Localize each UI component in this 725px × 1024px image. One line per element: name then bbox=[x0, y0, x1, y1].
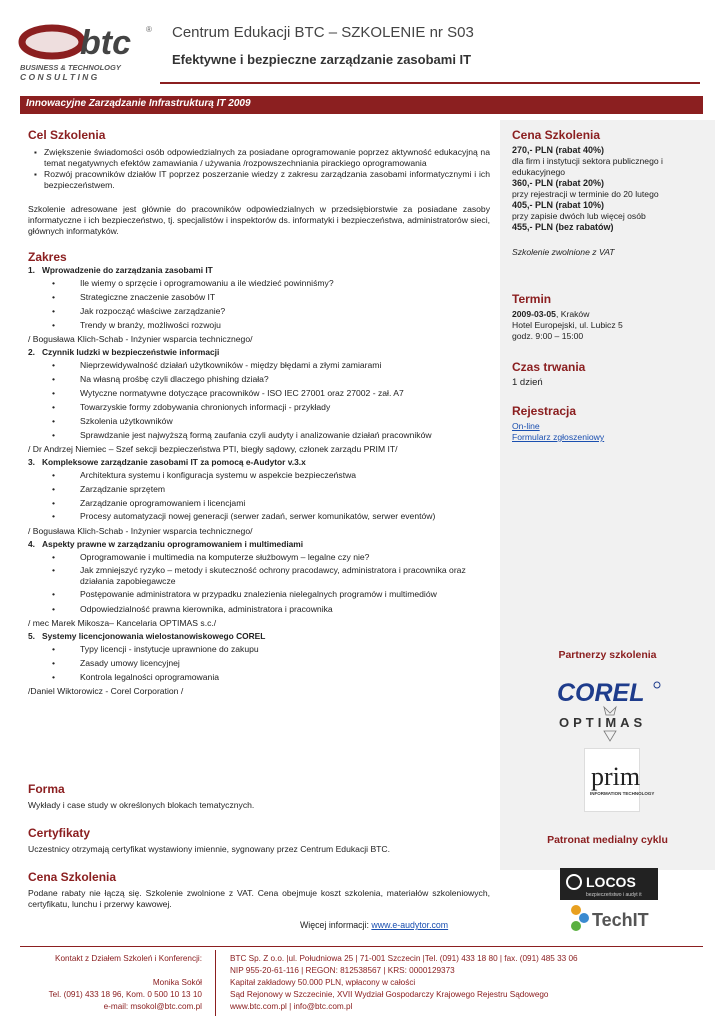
cena-info-text: Podane rabaty nie łączą się. Szkolenie zwolnione z VAT. Cena obejmuje koszt szkolenia, materiałów szkoleniowych, certyfikatu, lunchu i przerwy kawowej. bbox=[28, 888, 490, 909]
online-link[interactable]: On-line bbox=[512, 421, 540, 431]
svg-text:®: ® bbox=[146, 25, 152, 34]
header-divider bbox=[160, 82, 700, 84]
termin-section bbox=[512, 292, 707, 342]
module-items bbox=[70, 642, 490, 684]
cel-item: ▪ Rozwój pracowników działów IT poprzez poszerzanie wiedzy z zakresu zarządzania zasobami informatycznymi i ich bezpieczeństwem. bbox=[34, 169, 490, 191]
footer-line bbox=[20, 965, 202, 977]
footer-line: e-mail: msokol@btc.com.pl bbox=[103, 1002, 202, 1011]
list-item: • Strategiczne znaczenie zasobów IT bbox=[70, 290, 490, 304]
price-note: przy rejestracji w terminie do 20 lutego bbox=[512, 189, 659, 199]
footer-line: NIP 955-20-61-116 | REGON: 812538567 | KRS: 0000129373 bbox=[230, 966, 455, 975]
techit-logo-text: TechIT bbox=[592, 910, 649, 930]
footer-line: Kontakt z Działem Szkoleń i Konferencji: bbox=[55, 954, 202, 963]
forma-heading: Forma bbox=[28, 782, 65, 796]
more-info-label: Więcej informacji: bbox=[300, 920, 372, 930]
module-author: /Daniel Wiktorowicz - Corel Corporation / bbox=[28, 686, 184, 696]
module-title bbox=[28, 631, 490, 642]
list-item: • Postępowanie administratora w przypadku znalezienia nielegalnych programów i multimediów bbox=[70, 589, 490, 600]
logo-sub1: BUSINESS & TECHNOLOGY bbox=[20, 63, 121, 72]
footer-line: www.btc.com.pl | info@btc.com.pl bbox=[230, 1002, 353, 1011]
termin-city: , Kraków bbox=[555, 309, 590, 319]
zakres-heading: Zakres bbox=[28, 250, 67, 264]
zakres-section bbox=[28, 250, 490, 698]
patronat-heading: Patronat medialny cyklu bbox=[547, 834, 668, 846]
certyfikaty-section bbox=[28, 826, 490, 855]
price-value: 270,- PLN (rabat 40%) bbox=[512, 145, 605, 155]
locos-logo bbox=[560, 868, 658, 900]
list-item: • Procesy automatyzacji nowej generacji (serwer zadań, serwer komunikatów, serwer eventów) bbox=[70, 511, 490, 522]
left-column bbox=[28, 128, 490, 698]
list-item: • Trendy w branży, możliwości rozwoju bbox=[70, 318, 490, 332]
module-title bbox=[28, 347, 490, 358]
logo-sub2: C O N S U L T I N G bbox=[20, 72, 98, 82]
termin-place: Hotel Europejski, ul. Lubicz 5 bbox=[512, 320, 623, 330]
price-value: 405,- PLN (rabat 10%) bbox=[512, 200, 605, 210]
module-title-text: Aspekty prawne w zarządzaniu oprogramowaniem i multimediami bbox=[42, 539, 304, 549]
cel-list bbox=[28, 147, 490, 191]
module-author: / mec Marek Mikosza– Kancelaria OPTIMAS s.c./ bbox=[28, 618, 217, 628]
list-item: • Jak rozpocząć właściwe zarządzanie? bbox=[70, 304, 490, 318]
module-items bbox=[70, 550, 490, 616]
list-item: • Oprogramowanie i multimedia na komputerze służbowym – legalne czy nie? bbox=[70, 550, 490, 564]
footer-line: Tel. (091) 433 18 96, Kom. 0 500 10 13 10 bbox=[48, 990, 202, 999]
module-items bbox=[70, 358, 490, 442]
zakres-modules bbox=[28, 265, 490, 698]
termin-hours: godz. 9:00 – 15:00 bbox=[512, 331, 584, 341]
module-title bbox=[28, 539, 490, 550]
module-number: 4. bbox=[28, 539, 35, 549]
form-link[interactable]: Formularz zgłoszeniowy bbox=[512, 432, 605, 442]
module-number: 2. bbox=[28, 347, 35, 357]
list-item: • Jak zmniejszyć ryzyko – metody i skuteczność ochrony pracodawcy, administratora i pracownika oraz działania zapobiegawcze bbox=[70, 565, 490, 587]
footer-line: BTC Sp. Z o.o. |ul. Południowa 25 | 71-001 Szczecin |Tel. (091) 433 18 80 | fax. (091) 485 33 06 bbox=[230, 954, 578, 963]
module-title-text: Czynnik ludzki w bezpieczeństwie informacji bbox=[42, 347, 220, 357]
module-title bbox=[28, 457, 490, 468]
logo-text: btc bbox=[80, 24, 131, 62]
module-items bbox=[70, 468, 490, 522]
footer-line: Sąd Rejonowy w Szczecinie, XVII Wydział Gospodarczy Krajowego Rejestru Sądowego bbox=[230, 990, 549, 999]
module-title-text: Systemy licencjonowania wielostanowiskowego COREL bbox=[42, 631, 266, 641]
more-info bbox=[300, 920, 448, 930]
footer-separator bbox=[215, 950, 216, 1016]
list-item: • Szkolenia użytkowników bbox=[70, 414, 490, 428]
techit-logo bbox=[566, 902, 662, 934]
list-item: • Architektura systemu i konfiguracja systemu w aspekcie bezpieczeństwa bbox=[70, 468, 490, 482]
prim-logo-text: prim bbox=[591, 762, 641, 791]
czas-section bbox=[512, 360, 707, 388]
price-value: 360,- PLN (rabat 20%) bbox=[512, 178, 605, 188]
list-item: • Zarządzanie oprogramowaniem i licencjami bbox=[70, 496, 490, 510]
header-title: Centrum Edukacji BTC – SZKOLENIE nr S03 bbox=[172, 24, 474, 41]
corel-logo bbox=[555, 676, 663, 708]
list-item: • Wytyczne normatywne dotyczące pracowników - ISO IEC 27001 oraz 27002 - zał. A7 bbox=[70, 386, 490, 400]
module-title-text: Wprowadzenie do zarządzania zasobami IT bbox=[42, 265, 213, 275]
list-item: • Nieprzewidywalność działań użytkowników - między błędami a złymi zamiarami bbox=[70, 358, 490, 372]
price-section bbox=[512, 128, 707, 258]
optimas-logo-text: OPTIMAS bbox=[559, 715, 647, 730]
certyfikaty-text: Uczestnicy otrzymają certyfikat wystawiony imiennie, sygnowany przez Centrum Edukacji BTC. bbox=[28, 844, 391, 854]
program-band-text: Innowacyjne Zarządzanie Infrastrukturą IT 2009 bbox=[26, 98, 251, 109]
list-item: • Ile wiemy o sprzęcie i oprogramowaniu a ile wiedzieć powinniśmy? bbox=[70, 276, 490, 290]
btc-logo bbox=[18, 18, 153, 84]
cena-info-section bbox=[28, 870, 490, 910]
corel-logo-text: COREL bbox=[557, 679, 645, 707]
list-item: • Kontrola legalności oprogramowania bbox=[70, 670, 490, 684]
termin-date: 2009-03-05 bbox=[512, 309, 556, 319]
optimas-logo bbox=[556, 705, 664, 745]
cel-item: ▪ Zwiększenie świadomości osób odpowiedzialnych za posiadane oprogramowanie poprzez aktywność edukacyjną na temat negatywnych efektów zamawiania / używania /rozpowszechniania pirackiego oprogramowania bbox=[34, 147, 490, 169]
prim-logo bbox=[584, 748, 655, 812]
czas-heading: Czas trwania bbox=[512, 360, 586, 374]
list-item: • Sprawdzanie jest najwyższą formą zaufania czyli audyty i analizowanie działań pracowników bbox=[70, 428, 490, 442]
program-band bbox=[20, 96, 703, 114]
module-author: / Dr Andrzej Niemiec – Szef sekcji bezpieczeństwa PTI, biegły sądowy, członek zarządu PRIM IT/ bbox=[28, 444, 398, 454]
list-item: • Zarządzanie sprzętem bbox=[70, 482, 490, 496]
module-title-text: Kompleksowe zarządzanie zasobami IT za pomocą e-Audytor v.3.x bbox=[42, 457, 306, 467]
rejestracja-heading: Rejestracja bbox=[512, 404, 577, 418]
module-title bbox=[28, 265, 490, 276]
price-value: 455,- PLN (bez rabatów) bbox=[512, 222, 614, 232]
module-items bbox=[70, 276, 490, 332]
prim-logo-sub: INFORMATION TECHNOLOGY bbox=[590, 791, 655, 796]
list-item: • Na własną prośbę czyli dlaczego phishing działa? bbox=[70, 372, 490, 386]
module-number: 1. bbox=[28, 265, 35, 275]
list-item: • Odpowiedzialność prawna kierownika, administratora i pracownika bbox=[70, 602, 490, 616]
termin-heading: Termin bbox=[512, 292, 552, 306]
more-info-link[interactable]: www.e-audytor.com bbox=[371, 920, 449, 930]
module-number: 3. bbox=[28, 457, 35, 467]
price-note: przy zapisie dwóch lub więcej osób bbox=[512, 211, 646, 221]
forma-section bbox=[28, 782, 490, 811]
footer-line: Kapitał zakładowy 50.000 PLN, wpłacony w całości bbox=[230, 978, 416, 987]
certyfikaty-heading: Certyfikaty bbox=[28, 826, 91, 840]
header-subtitle: Efektywne i bezpieczne zarządzanie zasobami IT bbox=[172, 52, 472, 67]
forma-text: Wykłady i case study w określonych blokach tematycznych. bbox=[28, 800, 255, 810]
module-number: 5. bbox=[28, 631, 35, 641]
vat-note: Szkolenie zwolnione z VAT bbox=[512, 247, 615, 257]
footer-company bbox=[230, 953, 710, 1013]
price-note: dla firm i instytucji sektora publicznego i edukacyjnego bbox=[512, 156, 663, 177]
module-author: / Bogusława Klich-Schab - Inżynier wsparcia technicznego/ bbox=[28, 526, 253, 536]
cel-heading: Cel Szkolenia bbox=[28, 128, 106, 142]
footer-divider bbox=[20, 946, 703, 947]
module-author: / Bogusława Klich-Schab - Inżynier wsparcia technicznego/ bbox=[28, 334, 253, 344]
footer-line: Monika Sokół bbox=[152, 978, 202, 987]
czas-value: 1 dzień bbox=[512, 377, 543, 388]
cena-info-heading: Cena Szkolenia bbox=[28, 870, 117, 884]
footer-contact bbox=[20, 953, 202, 1013]
list-item: • Typy licencji - instytucje uprawnione do zakupu bbox=[70, 642, 490, 656]
locos-logo-sub: bezpieczeństwo i audyt it bbox=[586, 892, 642, 898]
partners-heading: Partnerzy szkolenia bbox=[558, 649, 657, 661]
price-heading: Cena Szkolenia bbox=[512, 128, 601, 142]
locos-logo-text: LOCOS bbox=[586, 874, 636, 890]
rejestracja-section bbox=[512, 404, 707, 443]
list-item: • Towarzyskie formy zdobywania chronionych informacji - przykłady bbox=[70, 400, 490, 414]
cel-paragraph: Szkolenie adresowane jest głównie do pracowników odpowiedzialnych w przedsiębiorstwie za posiadane zasoby informatyczne i ich bezpieczeństwo, tj. specjalistów i inspektorów ds. informatyki i bezpieczeństwa, administratorów sieci, głównych informatyków. bbox=[28, 204, 490, 236]
list-item: • Zasady umowy licencyjnej bbox=[70, 656, 490, 670]
